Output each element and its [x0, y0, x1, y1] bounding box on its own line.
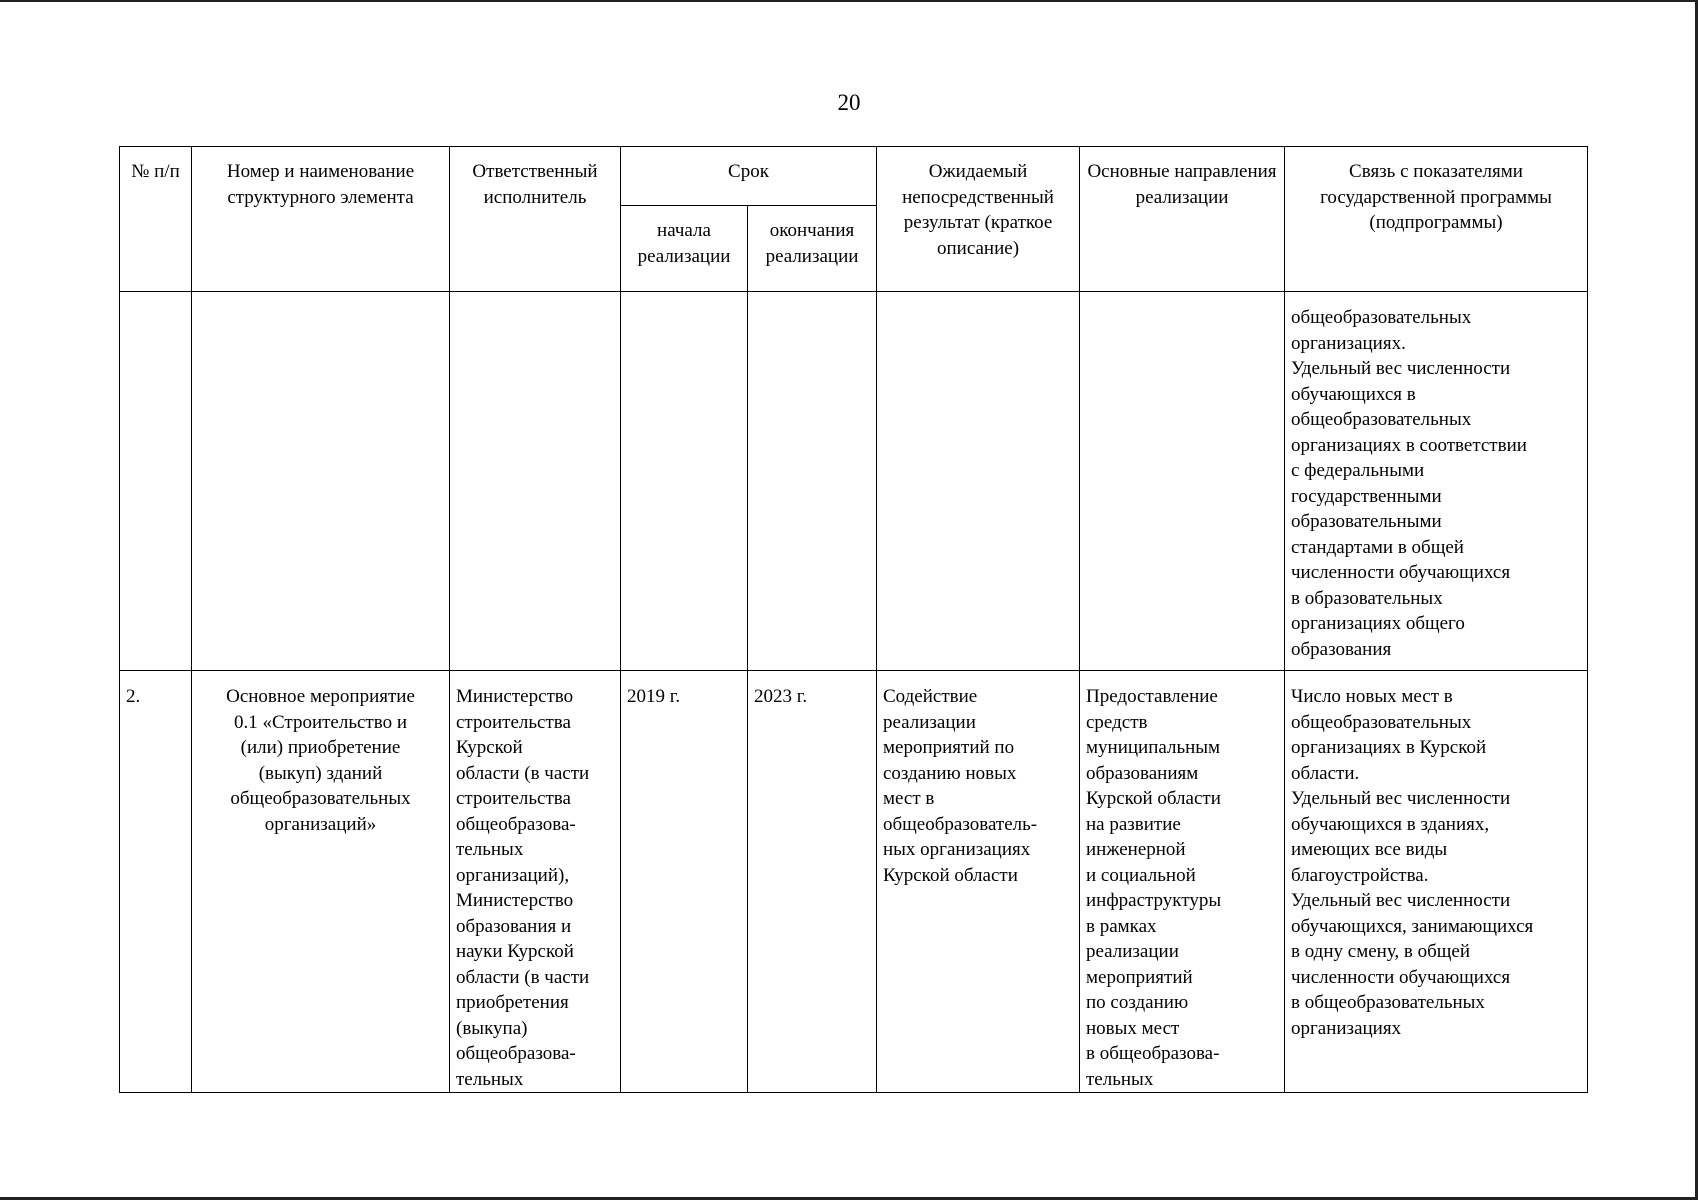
cell-num [120, 292, 192, 671]
cell-link: общеобразовательных организациях. Удельный вес численности обучающихся в общеобразовательных организациях в соответствии с федеральными государственными образовательными стандартами в общей численности обучающихся в образовательных организациях общего образования [1285, 292, 1588, 671]
header-element: Номер и наименование структурного элемента [192, 147, 450, 292]
cell-executor [450, 292, 621, 671]
header-result: Ожидаемый непосредственный результат (краткое описание) [877, 147, 1080, 292]
cell-executor: Министерство строительства Курской области (в части строительства общеобразова- тельных организаций), Министерство образования и науки Курской области (в части приобретения (выкупа) общеобразова- тельных [450, 671, 621, 1093]
table-row [120, 671, 1588, 1093]
cell-end [748, 292, 877, 671]
cell-start: 2019 г. [621, 671, 748, 1093]
cell-result: Содействие реализации мероприятий по созданию новых мест в общеобразователь- ных организациях Курской области [877, 671, 1080, 1093]
page-number: 20 [837, 90, 861, 115]
cell-directions: Предоставление средств муниципальным образованиям Курской области на развитие инженерной и социальной инфраструктуры в рамках реализации мероприятий по созданию новых мест в общеобразова- тельных [1080, 671, 1285, 1093]
program-table [119, 146, 1588, 1093]
cell-element: Основное мероприятие 0.1 «Строительство и (или) приобретение (выкуп) зданий общеобразовательных организаций» [192, 671, 450, 1093]
header-end: окончания реализации [748, 206, 877, 292]
header-num: № п/п [120, 147, 192, 292]
header-directions: Основные направления реализации [1080, 147, 1285, 292]
cell-num: 2. [120, 671, 192, 1093]
header-period: Срок [621, 147, 877, 206]
cell-element [192, 292, 450, 671]
header-start: начала реализации [621, 206, 748, 292]
page-top-border [0, 0, 1698, 2]
cell-directions [1080, 292, 1285, 671]
header-row [120, 147, 1588, 206]
table-row [120, 292, 1588, 671]
header-link: Связь с показателями государственной программы (подпрограммы) [1285, 147, 1588, 292]
cell-link: Число новых мест в общеобразовательных организациях в Курской области. Удельный вес численности обучающихся в зданиях, имеющих все виды благоустройства. Удельный вес численности обучающихся, занимающихся в одну смену, в общей численности обучающихся в общеобразовательных организациях [1285, 671, 1588, 1093]
header-executor: Ответственный исполнитель [450, 147, 621, 292]
cell-start [621, 292, 748, 671]
cell-end: 2023 г. [748, 671, 877, 1093]
cell-result [877, 292, 1080, 671]
